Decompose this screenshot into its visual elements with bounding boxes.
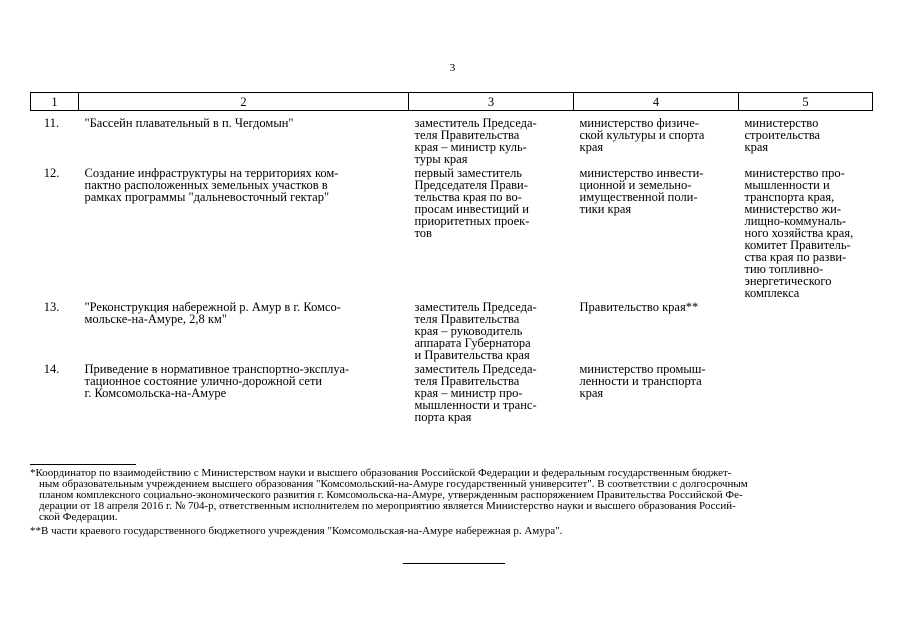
text-line: министерство про- [744, 166, 845, 180]
text-line: строительства [744, 128, 821, 142]
text-line: "Реконструкция набережной р. Амур в г. Комсо- [84, 300, 341, 314]
responsible-ministry [574, 167, 739, 301]
column-header-number: 1 [31, 93, 79, 111]
footnote-line: дерации от 18 апреля 2016 г. № 704-р, ответственным исполнителем по мероприятию является Министерство науки и высшего образования Россий- [39, 500, 736, 512]
co-executor [739, 167, 873, 301]
table-header-row [31, 93, 873, 111]
text-line: энергетического [744, 274, 832, 288]
text-line: первый заместитель [414, 166, 523, 180]
text-line: Председателя Прави- [414, 178, 528, 192]
responsible-ministry [574, 301, 739, 363]
text-line: края [744, 140, 769, 154]
page-number: 3 [449, 62, 456, 74]
text-line: Приведение в нормативное транспортно-эксплуа- [84, 362, 350, 376]
text-line: министерство [744, 116, 819, 130]
text-line: министерство физиче- [579, 116, 699, 130]
text-line: транспорта края, [744, 190, 835, 204]
row-number: 14. [43, 362, 60, 376]
footnote-1 [30, 468, 878, 523]
text-line: теля Правительства [414, 312, 520, 326]
measure-name [79, 167, 409, 301]
responsible-official [409, 111, 574, 168]
column-header-ministry: 4 [574, 93, 739, 111]
text-line: ства края по разви- [744, 250, 847, 264]
footnote-line: **В части краевого государственного бюджетного учреждения "Комсомольская-на-Амуре набережная р. Амура". [30, 525, 563, 537]
text-line: заместитель Председа- [414, 300, 537, 314]
text-line: заместитель Председа- [414, 116, 537, 130]
text-line: комплекса [744, 286, 800, 300]
text-line: и Правительства края [414, 348, 530, 362]
column-header-coexecutor: 5 [739, 93, 873, 111]
text-line: тов [414, 226, 432, 240]
text-line: министерство инвести- [579, 166, 704, 180]
measure-name [79, 301, 409, 363]
text-line: тельства края по во- [414, 190, 522, 204]
text-line: тики края [579, 202, 632, 216]
measures-table [30, 92, 873, 425]
text-line: тию топливно- [744, 262, 824, 276]
text-line: мышленности и [744, 178, 830, 192]
footnote-line: планом комплексного социально-экономического развития г. Комсомольска-на-Амуре, утвержденным распоряжением Правительства Российской Фе- [39, 489, 743, 501]
text-line: ного хозяйства края, [744, 226, 854, 240]
text-line: "Бассейн плавательный в п. Чегдомын" [84, 116, 294, 130]
text-line: края – руководитель [414, 324, 523, 338]
text-line: мышленности и транс- [414, 398, 537, 412]
text-line: имущественной поли- [579, 190, 698, 204]
footnotes [30, 468, 878, 537]
text-line: тационное состояние улично-дорожной сети [84, 374, 323, 388]
responsible-official [409, 301, 574, 363]
text-line: ленности и транспорта [579, 374, 702, 388]
co-executor [739, 111, 873, 168]
responsible-official [409, 363, 574, 425]
text-line: теля Правительства [414, 128, 520, 142]
column-header-name: 2 [79, 93, 409, 111]
responsible-ministry [574, 363, 739, 425]
table-row [31, 363, 873, 425]
text-line: комитет Правитель- [744, 238, 851, 252]
text-line: лищно-коммуналь- [744, 214, 847, 228]
text-line: края [579, 386, 604, 400]
footnote-2 [30, 526, 878, 537]
row-number: 12. [43, 166, 60, 180]
text-line: края [579, 140, 604, 154]
text-line: ционной и земельно- [579, 178, 692, 192]
row-number: 11. [43, 116, 60, 130]
text-line: порта края [414, 410, 472, 424]
measure-name [79, 111, 409, 168]
responsible-official [409, 167, 574, 301]
text-line: Создание инфраструктуры на территориях ком- [84, 166, 339, 180]
text-line: пактно расположенных земельных участков в [84, 178, 328, 192]
text-line: мольске-на-Амуре, 2,8 км" [84, 312, 227, 326]
table-row [31, 111, 873, 168]
footnote-divider [30, 464, 136, 465]
text-line: теля Правительства [414, 374, 520, 388]
end-divider [403, 563, 505, 564]
footnote-line: ской Федерации. [39, 511, 118, 523]
text-line: Правительство края** [579, 300, 699, 314]
text-line: министерство жи- [744, 202, 841, 216]
text-line: туры края [414, 152, 468, 166]
text-line: г. Комсомольска-на-Амуре [84, 386, 227, 400]
text-line: ской культуры и спорта [579, 128, 705, 142]
footnote-line: *Координатор по взаимодействию с Министерством науки и высшего образования Российской Федерации и федеральным государственным бюджет- [30, 467, 732, 479]
co-executor [739, 363, 873, 425]
measure-name [79, 363, 409, 425]
text-line: края – министр куль- [414, 140, 527, 154]
row-number: 13. [43, 300, 60, 314]
table-row [31, 301, 873, 363]
text-line: аппарата Губернатора [414, 336, 531, 350]
text-line: заместитель Председа- [414, 362, 537, 376]
table-row [31, 167, 873, 301]
text-line: министерство промыш- [579, 362, 706, 376]
text-line: рамках программы "дальневосточный гектар" [84, 190, 330, 204]
responsible-ministry [574, 111, 739, 168]
text-line: просам инвестиций и [414, 202, 529, 216]
column-header-responsible: 3 [409, 93, 574, 111]
co-executor [739, 301, 873, 363]
text-line: края – министр про- [414, 386, 523, 400]
footnote-line: ным образовательным учреждением высшего образования "Комсомольский-на-Амуре государственный университет". В соответствии с долгосрочным [39, 478, 748, 490]
text-line: приоритетных проек- [414, 214, 530, 228]
